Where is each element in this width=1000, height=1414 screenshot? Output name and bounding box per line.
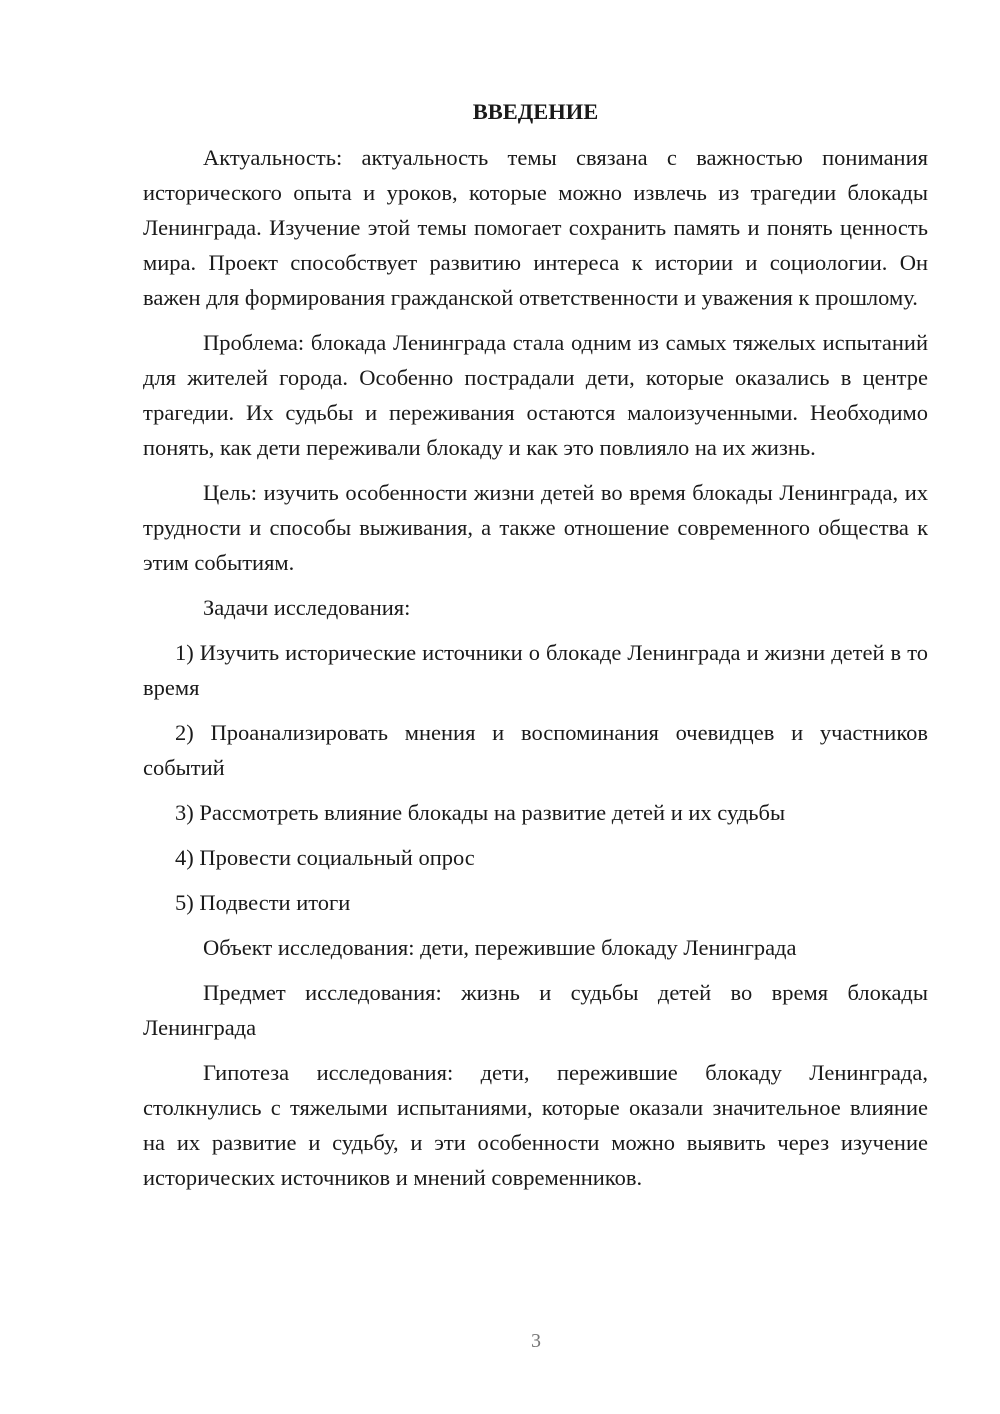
task-item-1: 1) Изучить исторические источники о блокаде Ленинграда и жизни детей в то время xyxy=(143,640,928,700)
paragraph-subject: Предмет исследования: жизнь и судьбы детей во время блокады Ленинграда xyxy=(143,980,928,1040)
paragraph-object: Объект исследования: дети, пережившие блокаду Ленинграда xyxy=(203,935,797,960)
paragraph-relevance: Актуальность: актуальность темы связана с важностью понимания исторического опыта и уроков, которые можно извлечь из трагедии блокады Ленинграда. Изучение этой темы помогает сохранить память и понять ценность мира. Проект способствует развитию интереса к истории и социологии. Он важен для формирования гражданской ответственности и уважения к прошлому. xyxy=(143,145,928,310)
task-item-4: 4) Провести социальный опрос xyxy=(175,845,475,870)
page-number: 3 xyxy=(531,1330,541,1352)
task-item-2: 2) Проанализировать мнения и воспоминания очевидцев и участников событий xyxy=(143,720,928,780)
paragraph-problem: Проблема: блокада Ленинграда стала одним из самых тяжелых испытаний для жителей города. Особенно пострадали дети, которые оказались в центре трагедии. Их судьбы и переживания остаются малоизученными. Необходимо понять, как дети переживали блокаду и как это повлияло на их жизнь. xyxy=(143,330,928,460)
paragraph-hypothesis: Гипотеза исследования: дети, пережившие блокаду Ленинграда, столкнулись с тяжелыми испытаниями, которые оказали значительное влияние на их развитие и судьбу, и эти особенности можно выявить через изучение исторических источников и мнений современников. xyxy=(143,1060,928,1190)
task-item-3: 3) Рассмотреть влияние блокады на развитие детей и их судьбы xyxy=(175,800,786,825)
section-title: ВВЕДЕНИЕ xyxy=(472,99,599,124)
page-content xyxy=(143,94,928,1205)
tasks-heading: Задачи исследования: xyxy=(203,595,411,620)
task-item-5: 5) Подвести итоги xyxy=(175,890,351,915)
paragraph-goal: Цель: изучить особенности жизни детей во время блокады Ленинграда, их трудности и способы выживания, а также отношение современного общества к этим событиям. xyxy=(143,480,928,575)
